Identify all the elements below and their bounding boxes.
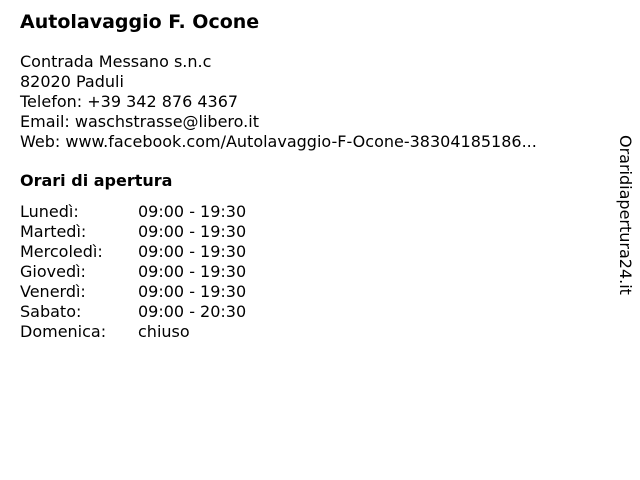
opening-hours-table <box>20 202 246 342</box>
time-value: 09:00 - 20:30 <box>138 302 247 321</box>
business-card <box>20 10 600 342</box>
time-value: 09:00 - 19:30 <box>138 242 247 261</box>
hours-row-friday <box>20 282 246 302</box>
business-name: Autolavaggio F. Ocone <box>20 11 260 33</box>
day-label: Mercoledì: <box>20 242 103 261</box>
time-value: 09:00 - 19:30 <box>138 222 247 241</box>
day-label: Venerdì: <box>20 282 86 301</box>
day-label: Giovedì: <box>20 262 86 281</box>
time-value: 09:00 - 19:30 <box>138 202 247 221</box>
address-city: 82020 Paduli <box>20 72 124 91</box>
hours-row-wednesday <box>20 242 246 262</box>
hours-row-sunday <box>20 322 246 342</box>
day-label: Sabato: <box>20 302 82 321</box>
day-label: Martedì: <box>20 222 87 241</box>
email-line: Email: waschstrasse@libero.it <box>20 112 259 131</box>
time-value: 09:00 - 19:30 <box>138 262 247 281</box>
day-label: Lunedì: <box>20 202 79 221</box>
address-street: Contrada Messano s.n.c <box>20 52 212 71</box>
hours-row-tuesday <box>20 222 246 242</box>
opening-hours-heading: Orari di apertura <box>20 171 173 190</box>
phone-line: Telefon: +39 342 876 4367 <box>20 92 239 111</box>
time-value: 09:00 - 19:30 <box>138 282 247 301</box>
time-value: chiuso <box>138 322 190 341</box>
day-label: Domenica: <box>20 322 107 341</box>
hours-row-thursday <box>20 262 246 282</box>
hours-row-saturday <box>20 302 246 322</box>
web-line: Web: www.facebook.com/Autolavaggio-F-Ocone-38304185186... <box>20 132 537 151</box>
hours-row-monday <box>20 202 246 222</box>
site-watermark: Oraridiapertura24.it <box>616 135 635 295</box>
